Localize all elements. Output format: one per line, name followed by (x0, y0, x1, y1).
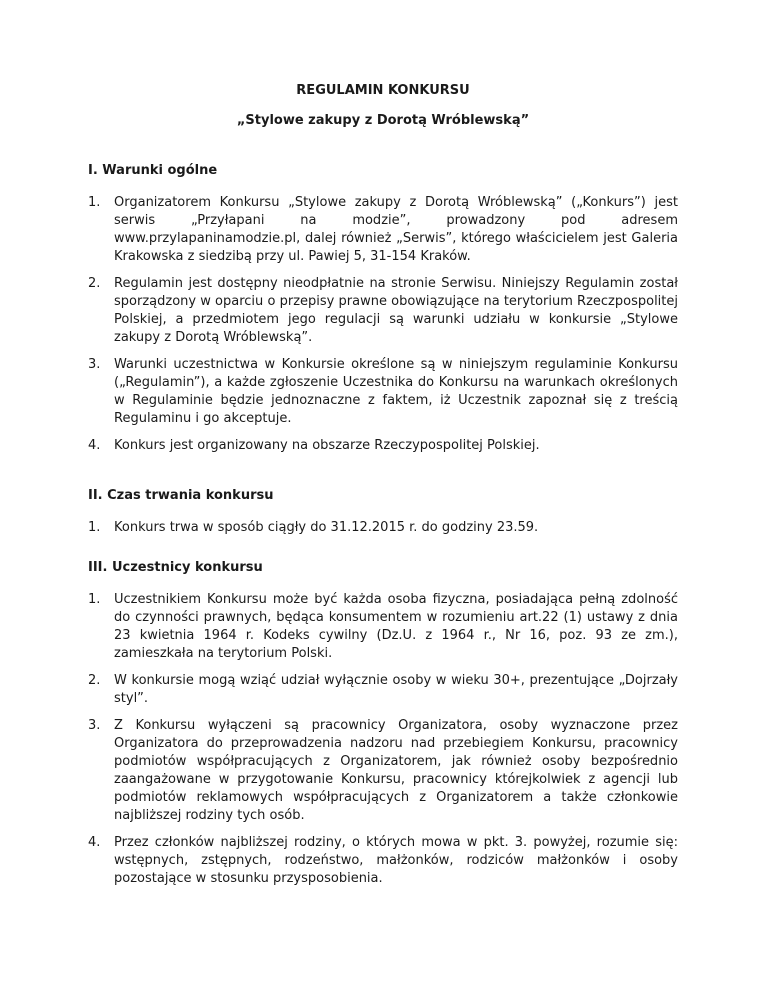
section-heading-general: I. Warunki ogólne (88, 163, 218, 178)
item-number: 3. (88, 718, 101, 733)
item-number: 4. (88, 835, 101, 850)
item-number: 2. (88, 276, 101, 291)
item-text: Warunki uczestnictwa w Konkursie określone są w niniejszym regulaminie Konkursu („Regulamin”), a każde zgłoszenie Uczestnika do Konkursu na warunkach określonych w Regulaminie będzie jednoznaczne z faktem, iż Uczestnik zapoznał się z treścią Regulaminu i go akceptuje. (114, 357, 678, 426)
item-text: Konkurs jest organizowany na obszarze Rzeczypospolitej Polskiej. (114, 438, 540, 453)
item-number: 4. (88, 438, 101, 453)
section-heading-participants: III. Uczestnicy konkursu (88, 560, 263, 575)
item-text: Organizatorem Konkursu „Stylowe zakupy z Dorotą Wróblewską” („Konkurs”) jest serwis „Przyłapani na modzie”, prowadzony pod adresem www.przylapaninamodzie.pl, dalej również „Serwis”, którego właścicielem jest Galeria Krakowska z siedzibą przy ul. Pawiej 5, 31-154 Kraków. (114, 195, 678, 264)
item-number: 1. (88, 592, 101, 607)
list-item (88, 194, 678, 266)
item-text: Regulamin jest dostępny nieodpłatnie na stronie Serwisu. Niniejszy Regulamin został sporządzony w oparciu o przepisy prawne obowiązujące na terytorium Rzeczpospolitej Polskiej, a przedmiotem jego regulacji są warunki udziału w konkursie „Stylowe zakupy z Dorotą Wróblewską”. (114, 276, 678, 345)
section-heading-duration: II. Czas trwania konkursu (88, 488, 274, 503)
item-text: W konkursie mogą wziąć udział wyłącznie osoby w wieku 30+, prezentujące „Dojrzały styl”. (114, 673, 678, 706)
item-text: Z Konkursu wyłączeni są pracownicy Organizatora, osoby wyznaczone przez Organizatora do przeprowadzenia nadzoru nad przebiegiem Konkursu, pracownicy podmiotów współpracujących z Organizatorem, jak również osoby bezpośrednio zaangażowane w przygotowanie Konkursu, pracownicy którejkolwiek z agencji lub podmiotów reklamowych współpracujących z Organizatorem a także członkowie najbliższej rodziny tych osób. (114, 718, 678, 823)
list-item (88, 834, 678, 888)
document-content (88, 82, 678, 897)
list-item (88, 437, 678, 455)
item-number: 1. (88, 520, 101, 535)
list-item (88, 591, 678, 663)
document-title: REGULAMIN KONKURSU (296, 83, 470, 98)
item-number: 3. (88, 357, 101, 372)
list-item (88, 519, 678, 537)
list-item (88, 356, 678, 428)
section-list-general (88, 194, 678, 455)
item-number: 1. (88, 195, 101, 210)
item-text: Uczestnikiem Konkursu może być każda osoba fizyczna, posiadająca pełną zdolność do czynności prawnych, będąca konsumentem w rozumieniu art.22 (1) ustawy z dnia 23 kwietnia 1964 r. Kodeks cywilny (Dz.U. z 1964 r., Nr 16, poz. 93 ze zm.), zamieszkała na terytorium Polski. (114, 592, 678, 661)
list-item (88, 672, 678, 708)
item-text: Przez członków najbliższej rodziny, o których mowa w pkt. 3. powyżej, rozumie się: wstępnych, zstępnych, rodzeństwo, małżonków, rodziców małżonków i osoby pozostające w stosunku przysposobienia. (114, 835, 678, 886)
document-subtitle: „Stylowe zakupy z Dorotą Wróblewską” (236, 113, 530, 128)
item-number: 2. (88, 673, 101, 688)
list-item (88, 275, 678, 347)
item-text: Konkurs trwa w sposób ciągły do 31.12.2015 r. do godziny 23.59. (114, 520, 539, 535)
section-list-duration (88, 519, 678, 537)
list-item (88, 717, 678, 825)
section-list-participants (88, 591, 678, 888)
